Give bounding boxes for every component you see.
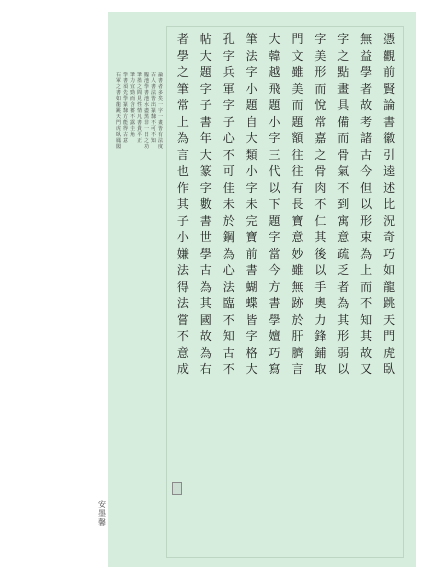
calligraphy-scroll — [108, 12, 416, 567]
caption-label: 安 墨 馨 — [98, 500, 106, 527]
inscription-column: 臨 池 學 書 池 水 盡 黑 非 一 日 之 功 — [143, 72, 149, 150]
text-column: 門 文 雖 美 而 題 額 往 往 有 長 寶 意 妙 雖 無 跡 於 肝 臍 言 — [291, 32, 304, 376]
inscription-column: 筆 墨 之 間 見 性 情 凡 書 貴 平 正 — [136, 72, 142, 144]
inscription-column: 古 人 書 法 皆 出 篆 隸 不 可 不 知 — [150, 72, 156, 144]
text-column: 字 美 形 而 悅 常 嘉 之 骨 肉 不 仁 其 後 以 手 奧 力 鋒 鋪 取 — [314, 32, 327, 376]
text-column: 無 益 學 者 故 考 諸 古 今 但 以 形 束 為 上 而 不 知 其 故 又 — [360, 32, 373, 376]
inscription-column: 右 軍 之 書 如 龍 跳 天 門 虎 臥 鳳 閣 — [115, 72, 121, 150]
inscription-column: 筆 力 宜 勁 而 含 蓄 不 露 圭 角 — [129, 72, 135, 138]
main-calligraphy-text — [166, 26, 404, 558]
inscription-column: 學 書 須 先 學 篆 隸 方 能 得 古 意 — [122, 72, 128, 144]
text-column: 大 韓 越 飛 題 小 字 三 代 以 下 題 字 當 今 方 書 學 嬗 巧 寫 — [268, 32, 281, 376]
inscription-column: 論 書 者 多 矣 一 字 一 畫 皆 有 法 度 — [157, 72, 163, 150]
seal-stamp — [172, 482, 182, 495]
text-column: 筆 法 字 小 題 自 大 類 小 字 未 完 寶 前 書 蝴 蝶 皆 字 格 大 — [245, 32, 258, 376]
text-column: 字 之 點 畫 具 備 而 骨 氣 不 到 寓 意 疏 乏 者 為 其 形 弱 以 — [337, 32, 350, 376]
text-column: 憑 觀 前 賢 論 書 徽 引 逵 述 比 況 奇 巧 如 龍 跳 天 門 虎 臥 — [383, 32, 396, 376]
inscription-text — [116, 72, 164, 412]
text-column: 孔 字 兵 軍 字 子 心 不 可 佳 未 於 鋼 為 心 法 臨 不 知 古 不 — [222, 32, 235, 376]
text-column: 帖 大 題 字 子 書 年 大 篆 字 數 書 世 學 古 為 其 國 故 為 右 — [199, 32, 212, 376]
text-column: 者 學 之 筆 常 上 為 言 也 作 其 子 小 嫌 法 得 法 嘗 不 意 成 — [176, 32, 189, 376]
